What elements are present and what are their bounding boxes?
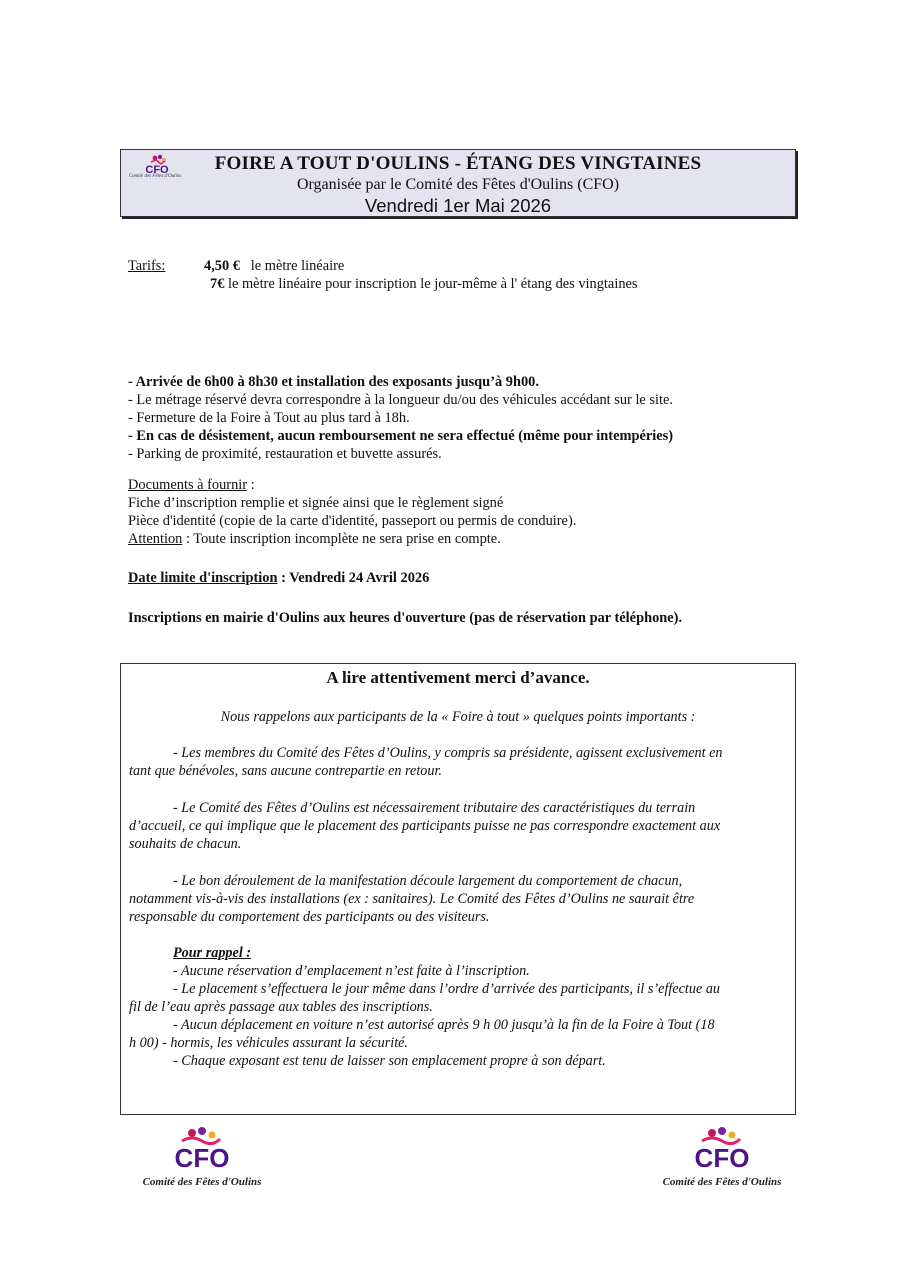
cfo-logo-right <box>642 1115 802 1185</box>
event-date: Vendredi 1er Mai 2026 <box>364 195 552 216</box>
documents-label: Documents à fournir <box>128 477 248 493</box>
rappel-item-4: - Chaque exposant est tenu de laisser son emplacement propre à son départ. <box>173 1053 606 1069</box>
tarif-line-1 <box>204 257 344 275</box>
tarif-price-2: 7€ <box>210 276 225 292</box>
page-subtitle: Organisée par le Comité des Fêtes d'Oulins (CFO) <box>296 176 620 193</box>
documents-line-1: Fiche d’inscription remplie et signée ainsi que le règlement signé <box>128 495 504 511</box>
reminder-title: A lire attentivement merci d’avance. <box>326 668 590 687</box>
rappel-item-3-line1: - Aucun déplacement en voiture n’est autorisé après 9 h 00 jusqu’à la fin de la Foire à Tout (18 <box>173 1017 715 1033</box>
documents-line-2: Pièce d'identité (copie de la carte d'identité, passeport ou permis de conduire). <box>128 513 577 529</box>
rappel-item-1: - Aucune réservation d’emplacement n’est faite à l’inscription. <box>173 963 530 979</box>
tarifs-label: Tarifs: <box>128 258 166 274</box>
attention-line <box>128 530 501 548</box>
reminder-p2-line3: souhaits de chacun. <box>129 836 242 852</box>
header-box <box>120 149 796 217</box>
reminder-p2-line2: d’accueil, ce qui implique que le placement des participants puisse ne pas correspondre exactement aux <box>129 818 721 834</box>
footer-left-logo-text: CFO <box>174 1143 230 1173</box>
rule-parking: - Parking de proximité, restauration et buvette assurés. <box>128 446 442 462</box>
documents-heading <box>128 476 255 494</box>
reminder-p3-line2: notamment vis-à-vis des installations (ex : sanitaires). Le Comité des Fêtes d’Oulins ne saurait être <box>129 891 695 907</box>
inscriptions-line: Inscriptions en mairie d'Oulins aux heures d'ouverture (pas de réservation par téléphone). <box>128 610 683 626</box>
deadline-value: : Vendredi 24 Avril 2026 <box>277 570 430 586</box>
reminder-p3-line3: responsable du comportement des participants ou des visiteurs. <box>129 909 490 925</box>
footer-logo-right <box>642 1115 802 1188</box>
reminder-p2-line1: - Le Comité des Fêtes d’Oulins est nécessairement tributaire des caractéristiques du terrain <box>173 800 696 816</box>
documents-colon: : <box>247 477 255 493</box>
header-logo-caption: Comité des Fêtes d'Oulins <box>128 174 182 179</box>
footer-logo-left <box>122 1115 282 1188</box>
attention-text: : Toute inscription incomplète ne sera prise en compte. <box>182 531 501 547</box>
rappel-label: Pour rappel : <box>173 945 252 961</box>
deadline-line <box>128 569 429 587</box>
rule-metrage: - Le métrage réservé devra correspondre à la longueur du/ou des véhicules accédant sur le site. <box>128 392 674 408</box>
tarif-desc-2: le mètre linéaire pour inscription le jour-même à l' étang des vingtaines <box>228 276 638 292</box>
tarif-desc-1: le mètre linéaire <box>250 258 345 274</box>
footer-left-caption: Comité des Fêtes d'Oulins <box>142 1176 262 1188</box>
rappel-item-2-line2: fil de l’eau après passage aux tables des inscriptions. <box>129 999 433 1015</box>
rule-arrival: - Arrivée de 6h00 à 8h30 et installation des exposants jusqu’à 9h00. <box>128 374 539 390</box>
page-title: FOIRE A TOUT D'OULINS - ÉTANG DES VINGTAINES <box>214 153 702 174</box>
reminder-p3-line1: - Le bon déroulement de la manifestation découle largement du comportement de chacun, <box>173 873 683 889</box>
cfo-logo-left <box>122 1115 282 1185</box>
rule-refund: - En cas de désistement, aucun remboursement ne sera effectué (même pour intempéries) <box>128 428 674 444</box>
footer-right-logo-text: CFO <box>694 1143 750 1173</box>
attention-label: Attention <box>128 531 183 547</box>
reminder-intro: Nous rappelons aux participants de la « Foire à tout » quelques points importants : <box>220 709 696 725</box>
deadline-label: Date limite d'inscription <box>128 570 278 586</box>
rappel-item-3-line2: h 00) - hormis, les véhicules assurant la sécurité. <box>129 1035 408 1051</box>
tarif-price-1: 4,50 € <box>204 258 240 274</box>
rappel-item-2-line1: - Le placement s’effectuera le jour même dans l’ordre d’arrivée des participants, il s’effectue au <box>173 981 721 997</box>
rule-closing: - Fermeture de la Foire à Tout au plus tard à 18h. <box>128 410 410 426</box>
reminder-p1-line1: - Les membres du Comité des Fêtes d’Oulins, y compris sa présidente, agissent exclusivement en <box>173 745 723 761</box>
footer-right-caption: Comité des Fêtes d'Oulins <box>662 1176 782 1188</box>
header-logo-text: CFO <box>145 164 169 176</box>
reminder-box <box>120 663 796 1115</box>
reminder-p1-line2: tant que bénévoles, sans aucune contrepartie en retour. <box>129 763 442 779</box>
tarif-line-2 <box>210 275 638 293</box>
